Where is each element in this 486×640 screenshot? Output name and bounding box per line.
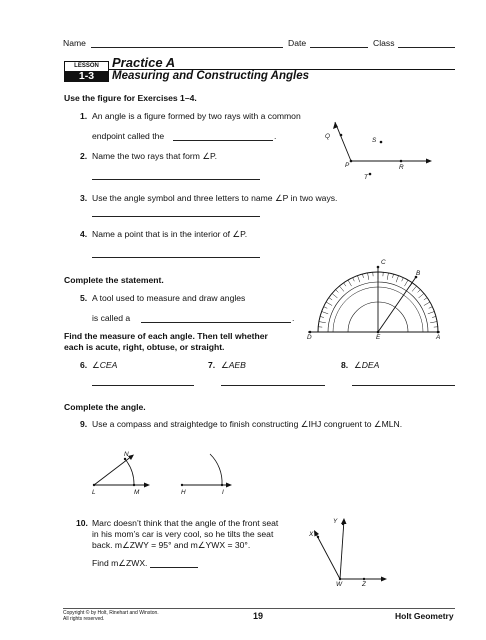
point-t — [369, 173, 372, 176]
point-a — [437, 331, 440, 334]
q6-number: 6. — [80, 360, 88, 370]
protractor-tick — [424, 302, 430, 306]
q3-text: Use the angle symbol and three letters to name ∠P in two ways. — [92, 193, 338, 203]
point-x — [317, 536, 319, 538]
protractor-tick — [329, 298, 332, 300]
q10-text-line3: back. m∠ZWY = 95° and m∠YWX = 30°. — [92, 540, 251, 550]
label-x: X — [309, 531, 314, 538]
lesson-subtitle: Measuring and Constructing Angles — [112, 70, 310, 82]
angle-p-figure — [300, 100, 450, 190]
label-h: H — [181, 489, 186, 496]
protractor-tick — [428, 311, 435, 313]
q7-text: ∠AEB — [221, 360, 246, 370]
q10-number: 10. — [76, 518, 88, 528]
q2-number: 2. — [80, 151, 88, 161]
point-q — [340, 134, 343, 137]
ray-wy — [340, 520, 344, 579]
book-title: Holt Geometry — [395, 611, 454, 621]
point-z — [363, 578, 365, 580]
point-s — [380, 141, 383, 144]
q9-number: 9. — [80, 419, 88, 429]
arc-mln — [125, 459, 134, 485]
point-m — [133, 484, 135, 486]
label-w: W — [336, 581, 343, 588]
q10-text-line2: in his mom’s car is very cool, so he tilts the seat — [92, 529, 274, 539]
ray-pq — [335, 122, 351, 161]
label-b: B — [416, 270, 421, 277]
q5-number: 5. — [80, 293, 88, 303]
protractor-tick — [396, 276, 398, 283]
q3-number: 3. — [80, 193, 88, 203]
ray-lm-arrow — [144, 483, 150, 488]
q2-answer-blank[interactable] — [92, 179, 260, 180]
instruction-figure: Use the figure for Exercises 1–4. — [64, 93, 197, 103]
protractor-tick — [362, 274, 363, 278]
class-blank[interactable] — [398, 47, 455, 48]
q8-answer-blank[interactable] — [352, 385, 455, 386]
q1-answer-blank[interactable] — [173, 140, 273, 141]
point-r — [400, 160, 403, 163]
point-d — [309, 331, 312, 334]
q7-answer-blank[interactable] — [221, 385, 325, 386]
label-d: D — [307, 334, 312, 341]
lesson-badge-top: LESSON — [64, 61, 109, 72]
protractor-tick — [368, 273, 369, 280]
ray-eb — [378, 277, 416, 332]
q10-answer-blank[interactable] — [150, 567, 198, 568]
instruction-measure-line2: each is acute, right, obtuse, or straight. — [64, 342, 225, 352]
q3-answer-blank[interactable] — [92, 216, 260, 217]
class-label: Class — [373, 38, 395, 48]
date-blank[interactable] — [310, 47, 368, 48]
label-e: E — [376, 334, 381, 341]
q5-text-line1: A tool used to measure and draw angles — [92, 293, 246, 303]
protractor-figure — [300, 255, 460, 345]
q5-text-line2: is called a — [92, 313, 131, 323]
label-l: L — [92, 489, 96, 496]
protractor-tick — [412, 286, 416, 291]
point-l — [93, 484, 95, 486]
point-i — [221, 484, 223, 486]
protractor-tick — [392, 274, 393, 278]
q5-period: . — [292, 313, 295, 323]
protractor-tick — [336, 290, 339, 293]
label-p: P — [345, 162, 350, 169]
q8-number: 8. — [341, 360, 349, 370]
protractor-tick — [424, 298, 427, 300]
copyright-line2: All rights reserved. — [63, 616, 105, 622]
arc-hi — [210, 454, 222, 485]
q1-number: 1. — [80, 111, 88, 121]
protractor-tick — [429, 307, 433, 309]
protractor-tick — [387, 273, 388, 280]
label-q: Q — [325, 133, 330, 140]
instruction-measure-line1: Find the measure of each angle. Then tell whether — [64, 331, 268, 341]
protractor-tick — [432, 316, 436, 317]
protractor-tick — [348, 280, 352, 286]
point-c — [377, 266, 380, 269]
protractor-tick — [322, 311, 329, 313]
page-number: 19 — [253, 611, 264, 621]
label-z: Z — [362, 581, 366, 588]
protractor-tick — [430, 322, 437, 323]
protractor-tick — [332, 293, 337, 297]
label-n: N — [124, 451, 129, 458]
title-rule — [108, 69, 455, 70]
protractor-tick — [326, 302, 332, 306]
label-m: M — [134, 489, 140, 496]
protractor-tick — [357, 276, 359, 283]
label-y: Y — [333, 518, 338, 525]
q10-text-line1: Marc doesn’t think that the angle of the front seat — [92, 518, 279, 528]
protractor-tick — [419, 293, 424, 297]
protractor-tick — [344, 283, 346, 286]
date-label: Date — [288, 38, 307, 48]
q4-text: Name a point that is in the interior of ∠P. — [92, 229, 248, 239]
name-label: Name — [63, 38, 86, 48]
q6-text: ∠CEA — [92, 360, 118, 370]
construction-figure — [80, 440, 240, 500]
label-a: A — [436, 334, 441, 341]
q7-number: 7. — [208, 360, 216, 370]
protractor-tick — [418, 290, 421, 293]
q4-number: 4. — [80, 229, 88, 239]
point-y — [342, 523, 344, 525]
label-i: I — [222, 489, 224, 496]
protractor-tick — [353, 278, 355, 282]
point-w — [339, 578, 341, 580]
q10-find: Find m∠ZWX. — [92, 558, 148, 568]
footer-rule — [63, 608, 455, 609]
point-h — [181, 484, 183, 486]
ray-pr-arrow — [426, 159, 432, 164]
point-e — [377, 331, 380, 334]
protractor-tick — [405, 280, 409, 286]
protractor-tick — [319, 322, 326, 323]
protractor-tick — [324, 307, 328, 309]
label-c: C — [381, 259, 386, 266]
protractor-tick — [339, 286, 343, 291]
label-s: S — [372, 137, 377, 144]
q8-text: ∠DEA — [354, 360, 380, 370]
label-r: R — [399, 164, 404, 171]
instruction-complete-angle: Complete the angle. — [64, 402, 146, 412]
q6-answer-blank[interactable] — [92, 385, 194, 386]
ray-wz-arrow — [381, 577, 387, 582]
practice-title: Practice A — [112, 55, 176, 70]
q2-text: Name the two rays that form ∠P. — [92, 151, 218, 161]
q1-period: . — [274, 131, 277, 141]
q1-text-line1: An angle is a figure formed by two rays with a common — [92, 111, 301, 121]
name-blank[interactable] — [91, 47, 283, 48]
point-p — [350, 160, 353, 163]
label-t: T — [364, 174, 368, 181]
protractor-tick — [402, 278, 404, 282]
q1-text-line2: endpoint called the — [92, 131, 165, 141]
seat-angle-figure — [300, 510, 410, 590]
ray-wx — [315, 532, 340, 579]
lesson-badge-number: 1-3 — [64, 71, 109, 82]
ray-hi-arrow — [226, 483, 232, 488]
q5-answer-blank[interactable] — [141, 322, 291, 323]
copyright-line1: Copyright © by Holt, Rinehart and Winston. — [63, 610, 159, 616]
q4-answer-blank[interactable] — [92, 257, 260, 258]
protractor-tick — [320, 316, 324, 317]
q9-text: Use a compass and straightedge to finish constructing ∠IHJ congruent to ∠MLN. — [92, 419, 403, 429]
instruction-complete-statement: Complete the statement. — [64, 275, 164, 285]
